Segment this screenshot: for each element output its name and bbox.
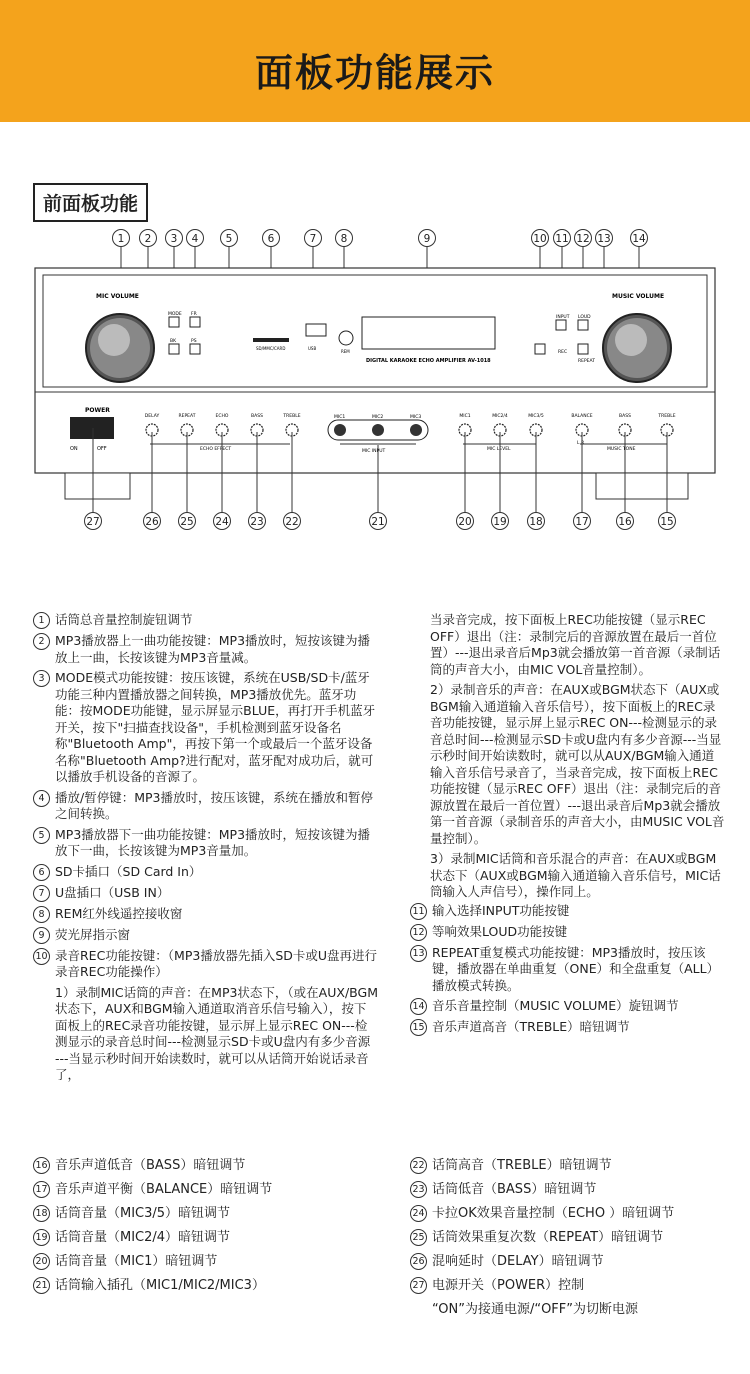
sd-slot [253, 338, 289, 342]
power-on-label: ON [70, 446, 78, 452]
note-item-14 [410, 998, 725, 1015]
note-text: 荧光屏指示窗 [55, 926, 131, 942]
note-text: SD卡插口（SD Card In） [55, 863, 202, 879]
note-text: 等响效果LOUD功能按键 [432, 923, 568, 939]
note-item-10 [33, 948, 378, 981]
note-number: 1 [33, 612, 50, 629]
note-number: 5 [33, 827, 50, 844]
note-item-2 [33, 633, 378, 666]
callout-number: 25 [180, 516, 194, 528]
note-number: 2 [33, 633, 50, 650]
note-number: 21 [33, 1277, 50, 1294]
callout-number: 22 [285, 516, 299, 528]
note-number: 17 [33, 1181, 50, 1198]
note-text: 话筒低音（BASS）暗钮调节 [432, 1182, 597, 1197]
callout-number: 27 [86, 516, 100, 528]
note-number: 9 [33, 927, 50, 944]
note-number: 22 [410, 1157, 427, 1174]
note-text: 录音REC功能按键：（MP3播放器先插入SD卡或U盘再进行录音REC功能操作） [55, 947, 378, 979]
note-text: 输入选择INPUT功能按键 [432, 902, 570, 918]
callout-number: 9 [423, 233, 431, 245]
note-item-24 [410, 1205, 745, 1223]
note-number: 15 [410, 1019, 427, 1036]
note-item-11 [410, 903, 725, 920]
callout-number: 3 [170, 233, 178, 245]
echo-group-label: ECHO EFFECT [200, 447, 232, 452]
callout-number: 19 [493, 516, 507, 528]
mic-level-group-label: MIC LEVEL [487, 447, 511, 452]
notes-left [33, 612, 378, 1084]
callout-number: 26 [145, 516, 159, 528]
mic3-jack-label: MIC3 [410, 415, 422, 420]
note-item-23 [410, 1181, 745, 1199]
note-item-20 [33, 1253, 378, 1271]
vfd-display [362, 317, 495, 349]
mic-volume-knob [86, 314, 154, 382]
small-knob-label: BASS [619, 414, 631, 419]
repeat-label: REPEAT [578, 359, 596, 364]
rec-label: REC [558, 350, 568, 355]
note-item-18 [33, 1205, 378, 1223]
usb-port [306, 324, 326, 336]
callout-number: 14 [632, 233, 646, 245]
small-knob-label: ECHO [215, 414, 229, 419]
bottom-callouts [85, 513, 676, 530]
note-text: 话筒音量（MIC2/4）暗钮调节 [55, 1230, 231, 1245]
mode-button [169, 317, 179, 327]
small-knob-label: MIC3/5 [528, 414, 544, 419]
small-knob-label: BASS [251, 414, 263, 419]
callout-number: 1 [117, 233, 125, 245]
callout-number: 10 [533, 233, 547, 245]
note-text: 混响延时（DELAY）暗钮调节 [432, 1254, 604, 1269]
note-number: 11 [410, 903, 427, 920]
power-switch [70, 417, 114, 439]
note10-sub2: 2）录制音乐的声音：在AUX或BGM状态下（AUX或BGM输入通道输入音乐信号），按下面板上的REC录音功能按键，显示屏上显示REC ON---检测显示的录音总时间---检测显示SD卡或U盘内有多少音源---当显示秒时间开始读数时，就可以从AUX/BGM输入通道输入音乐信号录音了，当录音完成，按下面板上REC功能按键（显示REC OFF）退出（注：录制完后的音源放置在最后一首位置）---退出录音后Mp3就会播放第一首音源（录制音乐的声音大小，由MUSIC VOL音量控制）。 [430, 682, 725, 846]
front-panel-diagram [0, 220, 750, 540]
note-item-26 [410, 1253, 745, 1271]
note-item-5 [33, 827, 378, 860]
note-text: 话筒输入插孔（MIC1/MIC2/MIC3） [55, 1278, 265, 1293]
callout-number: 5 [225, 233, 233, 245]
model-text: DIGITAL KARAOKE ECHO AMPLIFIER AV-1018 [366, 358, 491, 364]
sd-label: SD/MMC/CARD [256, 346, 286, 351]
note-item-6 [33, 864, 378, 881]
note-item-4 [33, 790, 378, 823]
music-volume-knob [603, 314, 671, 382]
mic-input-group-label: MIC INPUT [362, 449, 386, 454]
music-volume-label: MUSIC VOLUME [612, 293, 665, 300]
note-number: 13 [410, 945, 427, 962]
notes-right [410, 612, 725, 1040]
note-number: 20 [33, 1253, 50, 1270]
mode-label: MODE [168, 312, 182, 317]
bk-label: BK [170, 339, 177, 344]
note-item-16 [33, 1157, 378, 1175]
callout-number: 6 [267, 233, 275, 245]
note-text: REPEAT重复模式功能按键：MP3播放时，按压该键，播放器在单曲重复（ONE）和全盘重复（ALL）播放模式转换。 [432, 944, 720, 993]
small-knob-label: MIC2/4 [492, 414, 508, 419]
note-text: 音乐声道平衡（BALANCE）暗钮调节 [55, 1182, 273, 1197]
note-text: 音乐声道低音（BASS）暗钮调节 [55, 1158, 246, 1173]
loud-label: LOUD [578, 315, 591, 320]
note-item-21 [33, 1277, 378, 1295]
small-knob-label: REPEAT [178, 414, 196, 419]
rem-label: REM [341, 349, 350, 354]
balance-lr-label: L R [577, 441, 585, 446]
callout-number: 13 [597, 233, 611, 245]
note-number: 19 [33, 1229, 50, 1246]
note-text: 话筒效果重复次数（REPEAT）暗钮调节 [432, 1230, 664, 1245]
note-text: MODE模式功能按键：按压该键，系统在USB/SD卡/蓝牙功能三种内置播放器之间转换，MP3播放优先。蓝牙功能：按MODE功能键，显示屏显示BLUE，再打开手机蓝牙开关，按下"扫描查找设备"，手机检测到蓝牙设备名称"Bluetooth Amp"，再按下第一个或最后一个蓝牙设备名称"Bluetooth Amp?进行配对，蓝牙配对成功后，就可以播放手机设备的音源了。 [55, 670, 376, 784]
small-knob-label: TREBLE [658, 414, 676, 419]
rec-button [535, 344, 545, 354]
small-knob-label: MIC1 [459, 414, 471, 419]
top-callouts [113, 230, 648, 247]
mic-volume-label: MIC VOLUME [96, 293, 139, 300]
note-item-12 [410, 924, 725, 941]
note-item-8 [33, 906, 378, 923]
note-number: 24 [410, 1205, 427, 1222]
note-number: 25 [410, 1229, 427, 1246]
next-button [190, 344, 200, 354]
note-number: 27 [410, 1277, 427, 1294]
note-text: REM红外线遥控接收窗 [55, 905, 183, 921]
tone-group-label: MUSIC TONE [607, 447, 636, 452]
callout-number: 15 [660, 516, 674, 528]
prev-button [190, 317, 200, 327]
callout-number: 20 [458, 516, 472, 528]
mic1-jack [334, 424, 346, 436]
note-item-22 [410, 1157, 745, 1175]
callout-number: 17 [575, 516, 589, 528]
callout-number: 12 [576, 233, 590, 245]
note-text: 话筒高音（TREBLE）暗钮调节 [432, 1158, 612, 1173]
callout-number: 2 [144, 233, 152, 245]
note-number: 4 [33, 790, 50, 807]
callout-number: 11 [555, 233, 569, 245]
mic3-jack [410, 424, 422, 436]
note10-sub1: 1）录制MIC话筒的声音：在MP3状态下，（或在AUX/BGM状态下，AUX和BGM输入通道取消音乐信号输入），按下面板上的REC录音功能按键，显示屏上显示REC ON---检测显示的录音总时间---检测显示SD卡或U盘内有多少音源 ---当显示秒时间开始读数时，就可以从话筒开始说话录音了， [55, 984, 378, 1082]
note-text: 音乐声道高音（TREBLE）暗钮调节 [432, 1019, 630, 1034]
callout-number: 18 [529, 516, 543, 528]
small-knob-label: DELAY [144, 414, 160, 419]
note-number: 14 [410, 998, 427, 1015]
note-text: 话筒音量（MIC3/5）暗钮调节 [55, 1206, 231, 1221]
note-number: 8 [33, 906, 50, 923]
loud-button [578, 320, 588, 330]
left-foot [65, 473, 130, 499]
note-number: 12 [410, 924, 427, 941]
page-title: 面板功能展示 [254, 51, 495, 95]
callout-number: 7 [309, 233, 317, 245]
note-number: 23 [410, 1181, 427, 1198]
note-item-17 [33, 1181, 378, 1199]
note-item-19 [33, 1229, 378, 1247]
input-button [556, 320, 566, 330]
bottom-notes-right [410, 1157, 745, 1319]
power-off-label: OFF [97, 446, 107, 452]
note-text: 卡拉OK效果音量控制（ECHO ）暗钮调节 [432, 1206, 675, 1221]
note-text: 电源开关（POWER）控制 [432, 1278, 585, 1293]
callout-number: 23 [250, 516, 264, 528]
play-pause-button [169, 344, 179, 354]
mic1-jack-label: MIC1 [334, 415, 346, 420]
fr-label: FR [191, 312, 197, 317]
input-label: INPUT [556, 315, 570, 320]
bottom-notes-left [33, 1157, 378, 1301]
note-number: 7 [33, 885, 50, 902]
small-knob-label: BALANCE [571, 414, 593, 419]
small-knob-label: TREBLE [283, 414, 301, 419]
note-text: 播放/暂停键：MP3播放时，按压该键，系统在播放和暂停之间转换。 [55, 789, 373, 821]
callout-number: 8 [340, 233, 348, 245]
title-banner [0, 0, 750, 122]
power-label: POWER [85, 407, 110, 414]
note-text: 话筒音量（MIC1）暗钮调节 [55, 1254, 218, 1269]
note-item-1 [33, 612, 378, 629]
note-item-9 [33, 927, 378, 944]
note-item-27 [410, 1277, 745, 1295]
note-text: U盘插口（USB IN） [55, 884, 170, 900]
note-number: 26 [410, 1253, 427, 1270]
callout-number: 4 [191, 233, 199, 245]
callout-number: 16 [618, 516, 632, 528]
callout-number: 24 [215, 516, 229, 528]
note-number: 6 [33, 864, 50, 881]
note-text: MP3播放器上一曲功能按键：MP3播放时，短按该键为播放上一曲，长按该键为MP3音量减。 [55, 633, 371, 665]
note-number: 10 [33, 948, 50, 965]
note10-sub3: 3）录制MIC话筒和音乐混合的声音：在AUX或BGM状态下（AUX或BGM输入通道输入音乐信号，MIC话筒输入人声信号），操作同上。 [430, 851, 721, 899]
ps-label: PS [191, 339, 197, 344]
note27-cont: “ON”为接通电源/“OFF”为切断电源 [432, 1302, 639, 1317]
mic2-jack-label: MIC2 [372, 415, 384, 420]
right-foot [596, 473, 688, 499]
note-item-15 [410, 1019, 725, 1036]
section-title: 前面板功能 [33, 183, 148, 222]
note-text: 话筒总音量控制旋钮调节 [55, 612, 193, 627]
note10-sub1-cont: 当录音完成，按下面板上REC功能按键（显示REC OFF）退出（注：录制完后的音源放置在最后一首位置）---退出录音后Mp3就会播放第一首音源（录制话筒的声音大小，由MIC VOL音量控制）。 [430, 612, 721, 677]
note-text: 音乐音量控制（MUSIC VOLUME）旋钮调节 [432, 998, 679, 1013]
repeat-button [578, 344, 588, 354]
rem-window [339, 331, 353, 345]
note-number: 18 [33, 1205, 50, 1222]
note-item-7 [33, 885, 378, 902]
note-number: 3 [33, 670, 50, 687]
note-item-13 [410, 945, 725, 995]
note-item-3 [33, 670, 378, 786]
note-item-25 [410, 1229, 745, 1247]
note-text: MP3播放器下一曲功能按键：MP3播放时，短按该键为播放下一曲，长按该键为MP3音量加。 [55, 826, 371, 858]
mic2-jack [372, 424, 384, 436]
usb-label: USB [308, 346, 317, 351]
note-number: 16 [33, 1157, 50, 1174]
callout-number: 21 [371, 516, 385, 528]
